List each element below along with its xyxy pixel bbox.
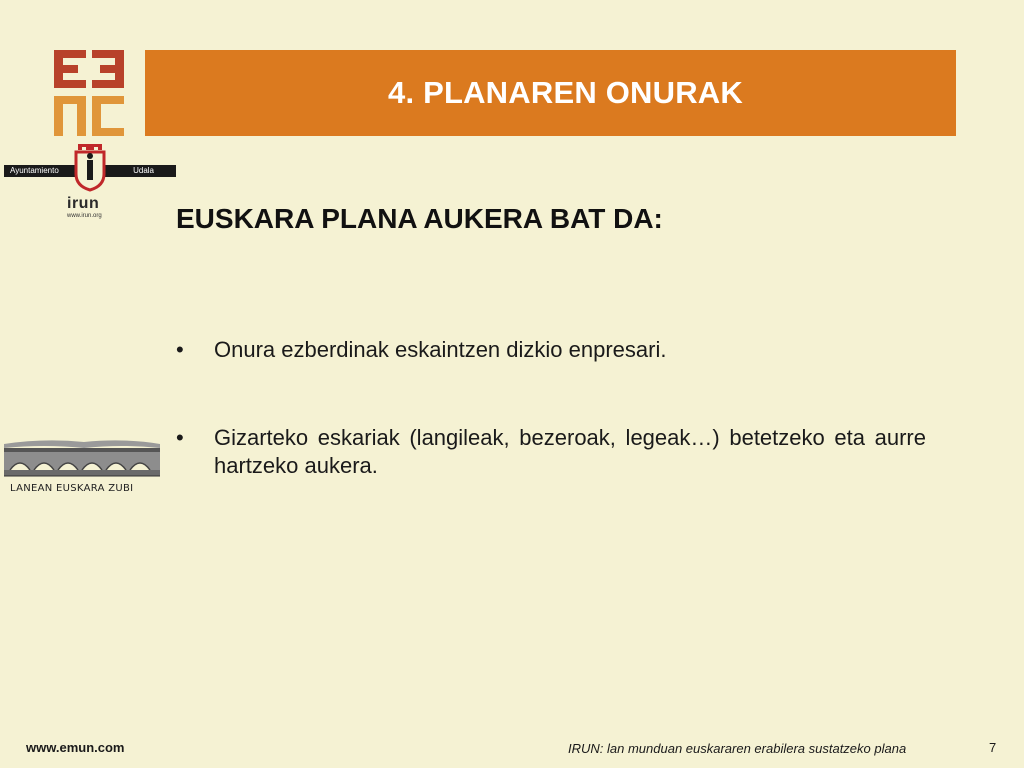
bullet-item <box>176 424 926 480</box>
bullet-marker: • <box>176 425 184 450</box>
title-bar <box>145 50 956 136</box>
slide-subtitle: EUSKARA PLANA AUKERA BAT DA: <box>176 203 663 234</box>
page-number: 7 <box>989 740 997 755</box>
bridge-logo-label: LANEAN EUSKARA ZUBI <box>10 483 134 494</box>
footer-caption: IRUN: lan munduan euskararen erabilera sustatzeko plana <box>568 741 907 756</box>
irun-logo-left-label: Ayuntamiento <box>10 166 59 175</box>
irun-logo-name: irun <box>67 195 100 212</box>
irun-shield-icon <box>70 140 110 198</box>
slide-title: 4. PLANAREN ONURAK <box>388 75 743 110</box>
bullet-text: Onura ezberdinak eskaintzen dizkio enpresari. <box>214 337 667 362</box>
footer-website: www.emun.com <box>26 740 125 755</box>
irun-logo-website: www.irun.org <box>67 213 102 219</box>
bullet-marker: • <box>176 337 184 362</box>
irun-logo-right-label: Udala <box>133 166 154 175</box>
irun-logo <box>4 140 176 222</box>
bullet-list <box>176 336 926 480</box>
emun-logo <box>54 50 124 136</box>
bullet-item <box>176 336 926 364</box>
bullet-text: Gizarteko eskariak (langileak, bezeroak, legeak…) betetzeko eta aurre hartzeko aukera. <box>214 425 926 478</box>
